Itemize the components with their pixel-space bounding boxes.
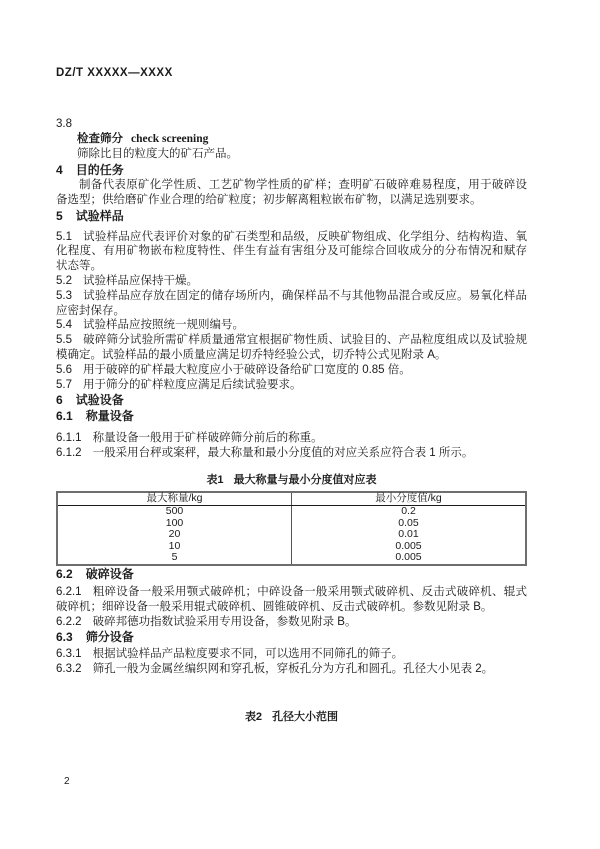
section-6-3-title: 筛分设备 bbox=[85, 630, 134, 645]
table-1-col-min-division: 最小分度值/kg bbox=[292, 492, 527, 506]
clause-number: 5.4 bbox=[56, 319, 72, 332]
term-number: 3.8 bbox=[56, 118, 72, 130]
clause-text: 用于筛分的矿样粒度应满足后续试验要求。 bbox=[83, 378, 302, 391]
table-1-header-row bbox=[57, 492, 526, 506]
section-4-title: 目的任务 bbox=[75, 163, 124, 177]
clause-number: 6.1.1 bbox=[56, 432, 82, 445]
clause-text: 粗碎设备一般采用颚式破碎机；中碎设备一般采用颚式破碎机、反击式破碎机、辊式破碎机；细碎设备一般采用辊式破碎机、圆锥破碎机、反击式破碎机。参数见附录 B。 bbox=[56, 585, 527, 613]
table-1 bbox=[56, 491, 527, 566]
section-4-paragraph: 制备代表原矿化学性质、工艺矿物学性质的矿样；查明矿石破碎难易程度，用于破碎设备选型；供给磨矿作业合理的给矿粒度；初步解离粗粒嵌布矿物，以满足选别要求。 bbox=[56, 179, 527, 206]
clause-number: 5.5 bbox=[56, 334, 72, 347]
clause-number: 6.3.1 bbox=[56, 648, 82, 661]
section-6-2-heading bbox=[56, 566, 527, 582]
clause-6-1-1 bbox=[56, 431, 527, 446]
clause-text: 试验样品应保持干燥。 bbox=[83, 274, 198, 287]
section-5-heading bbox=[56, 208, 527, 224]
clause-6-3-1 bbox=[56, 647, 527, 662]
table-1-caption bbox=[56, 473, 527, 488]
table-cell: 20 bbox=[168, 528, 181, 541]
clause-text: 试验样品应存放在固定的储存场所内，确保样品不与其他物品混合或反应。易氧化样品应密封保存。 bbox=[56, 289, 527, 317]
table-row bbox=[57, 552, 526, 565]
clause-5-4 bbox=[56, 318, 527, 333]
clause-6-2-2 bbox=[56, 615, 527, 630]
clause-text: 破碎邦德功指数试验采用专用设备，参数见附录 B。 bbox=[92, 615, 357, 628]
table-row bbox=[57, 505, 526, 517]
section-6-title: 试验设备 bbox=[75, 393, 124, 408]
section-6-heading bbox=[56, 392, 527, 408]
clause-number: 6.2.2 bbox=[56, 615, 82, 628]
clause-6-1-2 bbox=[56, 446, 527, 461]
table-cell: 5 bbox=[171, 551, 178, 564]
table-1-caption-text: 最大称量与最小分度值对应表 bbox=[233, 473, 377, 486]
clause-number: 5.1 bbox=[56, 230, 72, 243]
term-definition-3-8 bbox=[56, 117, 527, 162]
section-6-1-clauses bbox=[56, 431, 527, 461]
table-1-caption-label: 表1 bbox=[206, 473, 224, 486]
table-cell: 0.005 bbox=[292, 552, 527, 565]
table-2-caption-label: 表2 bbox=[244, 710, 263, 723]
term-title bbox=[56, 132, 527, 147]
section-4-heading bbox=[56, 162, 527, 178]
clause-5-1 bbox=[56, 230, 527, 274]
section-6-number: 6 bbox=[56, 393, 63, 408]
page-number: 2 bbox=[64, 776, 70, 787]
table-cell: 10 bbox=[168, 539, 181, 552]
clause-5-2 bbox=[56, 274, 527, 289]
table-cell: 100 bbox=[165, 516, 184, 529]
clause-6-3-2 bbox=[56, 662, 527, 677]
section-6-1-heading bbox=[56, 408, 527, 424]
clause-number: 5.7 bbox=[56, 378, 72, 391]
clause-6-2-1 bbox=[56, 585, 527, 615]
doc-code-header: DZ/T XXXXX—XXXX bbox=[56, 67, 173, 79]
section-6-2-clauses bbox=[56, 585, 527, 629]
clause-number: 5.6 bbox=[56, 363, 72, 376]
term-definition-text: 筛除比目的粒度大的矿石产品。 bbox=[77, 148, 238, 160]
section-6-1-number: 6.1 bbox=[56, 409, 73, 424]
clause-number: 5.2 bbox=[56, 274, 72, 287]
table-row bbox=[57, 541, 526, 553]
section-6-3-heading bbox=[56, 629, 527, 645]
table-cell: 0.005 bbox=[292, 541, 527, 553]
section-6-2-title: 破碎设备 bbox=[85, 566, 134, 581]
table-cell: 0.01 bbox=[292, 529, 527, 541]
page-content bbox=[56, 66, 527, 725]
term-zh: 检查筛分 bbox=[77, 133, 123, 145]
table-cell: 0.05 bbox=[292, 518, 527, 530]
clause-text: 根据试验样品产品粒度要求不同，可以选用不同筛孔的筛子。 bbox=[92, 648, 404, 661]
table-row bbox=[57, 529, 526, 541]
table-cell: 0.2 bbox=[292, 505, 527, 517]
table-cell: 500 bbox=[165, 504, 184, 517]
clause-number: 6.2.1 bbox=[56, 585, 82, 598]
clause-text: 试验样品应代表评价对象的矿石类型和品级，反映矿物组成、化学组分、结构构造、氧化程度、有用矿物嵌布粒度特性、伴生有益有害组分及可能综合回收成分的分布情况和赋存状态等。 bbox=[56, 230, 527, 273]
section-4-number: 4 bbox=[56, 163, 63, 177]
table-row bbox=[57, 518, 526, 530]
section-5-number: 5 bbox=[56, 208, 63, 223]
table-1-col-max-weighing: 最大称量/kg bbox=[57, 492, 292, 506]
clause-text: 试验样品应按照统一规则编号。 bbox=[83, 319, 244, 332]
clause-5-7 bbox=[56, 378, 527, 393]
clause-5-6 bbox=[56, 363, 527, 378]
clause-text: 筛孔一般为金属丝编织网和穿孔板，穿板孔分为方孔和圆孔。孔径大小见表 2。 bbox=[92, 663, 494, 676]
clause-number: 6.1.2 bbox=[56, 447, 82, 460]
table-2-caption-text: 孔径大小范围 bbox=[272, 710, 339, 723]
section-6-3-number: 6.3 bbox=[56, 630, 73, 645]
section-6-2-number: 6.2 bbox=[56, 566, 73, 581]
clause-5-5 bbox=[56, 333, 527, 363]
clause-number: 5.3 bbox=[56, 289, 72, 302]
section-5-clauses bbox=[56, 230, 527, 393]
section-6-1-title: 称量设备 bbox=[85, 409, 134, 424]
section-6-3-clauses bbox=[56, 647, 527, 677]
clause-text: 破碎筛分试验所需矿样质量通常宜根据矿物性质、试验目的、产品粒度组成以及试验规模确定。试验样品的最小质量应满足切乔特经验公式，切乔特公式见附录 A。 bbox=[56, 334, 527, 361]
table-2-caption bbox=[56, 710, 527, 725]
clause-text: 一般采用台秤或案秤，最大称量和最小分度值的对应关系应符合表 1 所示。 bbox=[92, 447, 474, 460]
clause-number: 6.3.2 bbox=[56, 663, 82, 676]
term-en: check screening bbox=[131, 133, 209, 145]
clause-text: 称量设备一般用于矿样破碎筛分前后的称重。 bbox=[92, 432, 323, 445]
clause-text: 用于破碎的矿样最大粒度应小于破碎设备给矿口宽度的 0.85 倍。 bbox=[83, 363, 411, 376]
section-5-title: 试验样品 bbox=[75, 208, 124, 223]
clause-5-3 bbox=[56, 289, 527, 319]
